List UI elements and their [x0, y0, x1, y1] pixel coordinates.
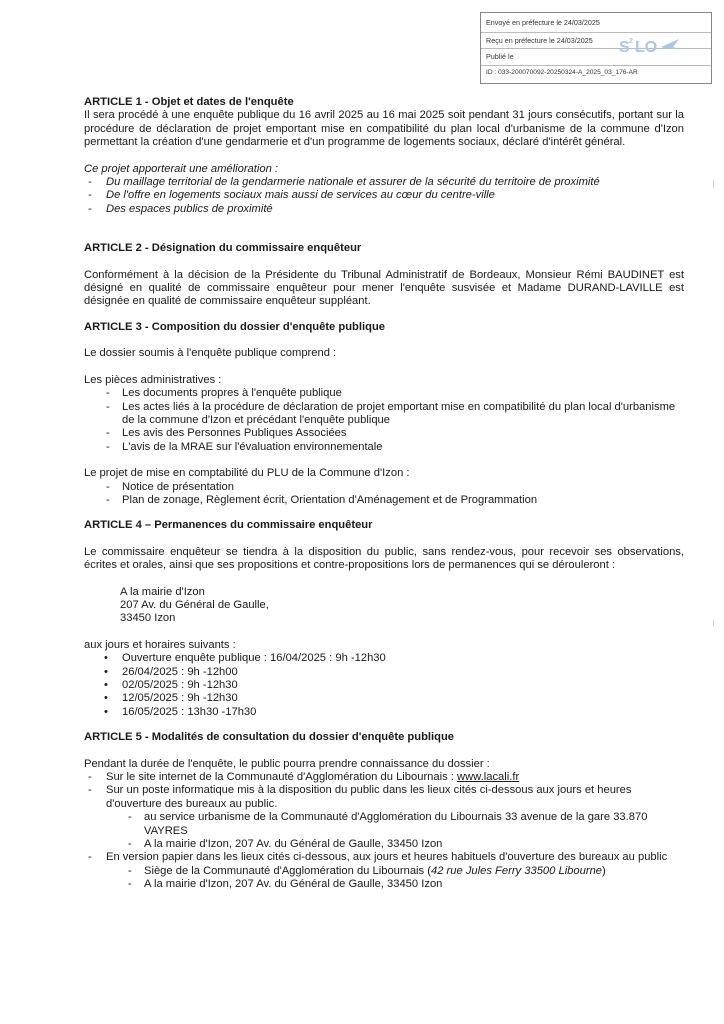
- article-2-body: Conformément à la décision de la Présidente du Tribunal Administratif de Bordeaux, Monsieur Rémi BAUDINET est désigné en qualité de commissaire enquêteur pour mener l'enquête susvisée et Madame DURAND-LAVILLE est désignée en qualité de commissaire enquêteur suppléant.: [84, 268, 684, 308]
- list-item: - Plan de zonage, Règlement écrit, Orientation d'Aménagement et de Programmation: [84, 494, 684, 507]
- address-line: A la mairie d'Izon: [120, 585, 205, 598]
- article-3-projet-list: [84, 481, 684, 508]
- schedule-item: • 02/05/2025 : 9h -12h30: [84, 679, 684, 692]
- svg-text:LO: LO: [635, 39, 658, 56]
- stamp-id: ID : 033-200070092-20250324-A_2025_03_176-AR: [486, 69, 638, 76]
- list-item: [84, 784, 684, 851]
- document-body: [84, 96, 684, 892]
- siege-suffix: ): [602, 864, 606, 877]
- lacali-link[interactable]: www.lacali.fr: [457, 771, 520, 784]
- list-item: - De l'offre en logements sociaux mais aussi de services au cœur du centre-ville: [84, 189, 684, 202]
- article-2-title: ARTICLE 2 - Désignation du commissaire enquêteur: [84, 242, 362, 255]
- list-item: [84, 771, 684, 784]
- article-1-list: [84, 176, 684, 216]
- article-5-title: ARTICLE 5 - Modalités de consultation du dossier d'enquête publique: [84, 731, 455, 744]
- list-item: - A la mairie d'Izon, 207 Av. du Général de Gaulle, 33450 Izon: [106, 878, 684, 891]
- address-line: 207 Av. du Général de Gaulle,: [120, 598, 269, 611]
- article-4-body: Le commissaire enquêteur se tiendra à la disposition du public, sans rendez-vous, pour recevoir ses observations, écrites et orales, ainsi que ses propositions et contre-propositions lors de permanences qui se dérouleront :: [84, 545, 684, 572]
- article-3-title: ARTICLE 3 - Composition du dossier d'enquête publique: [84, 320, 385, 333]
- list-item: - Les documents propres à l'enquête publique: [84, 387, 684, 400]
- article-4-title: ARTICLE 4 – Permanences du commissaire enquêteur: [84, 519, 373, 532]
- article-5-list: [84, 771, 684, 892]
- schedule-item: • 26/04/2025 : 9h -12h00: [84, 666, 684, 679]
- list-item: - au service urbanisme de la Communauté d'Agglomération du Libournais 33 avenue de la gare 33.870 VAYRES: [106, 811, 684, 838]
- list-item: - Notice de présentation: [84, 481, 684, 494]
- schedule-item: • 16/05/2025 : 13h30 -17h30: [84, 706, 684, 719]
- s2lo-logo: [617, 33, 681, 59]
- list-item: - Du maillage territorial de la gendarmerie nationale et assurer de la sécurité du territoire de proximité: [84, 176, 684, 189]
- prefecture-stamp: [480, 12, 712, 84]
- papier-sublist: [106, 865, 684, 892]
- web-prefix: Sur le site internet de la Communauté d'Agglomération du Libournais :: [106, 771, 458, 784]
- schedule-item: • Ouverture enquête publique : 16/04/2025 : 9h -12h30: [84, 652, 684, 665]
- article-3-intro: Le dossier soumis à l'enquête publique comprend :: [84, 347, 337, 360]
- papier-text: En version papier dans les lieux cités ci-dessous, aux jours et heures habituels d'ouverture des bureaux au public: [106, 851, 668, 864]
- list-item: - A la mairie d'Izon, 207 Av. du Général de Gaulle, 33450 Izon: [106, 838, 684, 851]
- list-item: [84, 851, 684, 891]
- siege-prefix: Siège de la Communauté d'Agglomération du Libournais (: [144, 864, 431, 877]
- schedule-list: [84, 652, 684, 719]
- article-1-intro: Ce projet apporterait une amélioration :: [84, 162, 279, 175]
- stamp-recu: Reçu en préfecture le 24/03/2025: [486, 36, 593, 45]
- article-3-pieces-intro: Les pièces administratives :: [84, 373, 222, 386]
- address-line: 33450 Izon: [120, 612, 176, 625]
- mairie-address: [84, 586, 684, 626]
- list-item: - Les avis des Personnes Publiques Associées: [84, 427, 684, 440]
- schedule-intro: aux jours et horaires suivants :: [84, 638, 236, 651]
- article-3-projet-intro: Le projet de mise en comptabilité du PLU de la Commune d'Izon :: [84, 467, 410, 480]
- article-5-intro: Pendant la durée de l'enquête, le public pourra prendre connaissance du dossier :: [84, 757, 490, 770]
- stamp-envoye: Envoyé en préfecture le 24/03/2025: [486, 18, 600, 27]
- svg-text:S: S: [619, 39, 630, 56]
- list-item: - L'avis de la MRAE sur l'évaluation environnementale: [84, 441, 684, 454]
- article-1-title: ARTICLE 1 - Objet et dates de l'enquête: [84, 96, 294, 108]
- list-item: [106, 865, 684, 878]
- poste-text: Sur un poste informatique mis à la disposition du public dans les lieux cités ci-dessous aux jours et heures d'ouverture des bureaux au public.: [106, 784, 632, 810]
- list-item: - Les actes liés à la procédure de déclaration de projet emportant mise en compatibilité du plan local d'urbanisme de la commune d'Izon et précédant l'enquête publique: [84, 401, 684, 428]
- siege-address: 42 rue Jules Ferry 33500 Libourne: [430, 864, 603, 877]
- poste-sublist: [106, 811, 684, 851]
- stamp-publie: Publié le: [486, 52, 514, 61]
- list-item: - Des espaces publics de proximité: [84, 203, 684, 216]
- schedule-item: • 12/05/2025 : 9h -12h30: [84, 692, 684, 705]
- article-3-pieces-list: [84, 387, 684, 454]
- svg-text:2: 2: [629, 38, 633, 45]
- article-1-body: Il sera procédé à une enquête publique du 16 avril 2025 au 16 mai 2025 soit pendant 31 jours consécutifs, portant sur la procédure de déclaration de projet emportant mise en compatibilité du plan local d'urbanisme de la commune d'Izon permettant la création d'une gendarmerie et d'un programme de logements sociaux, déclaré d'intérêt général.: [84, 109, 684, 149]
